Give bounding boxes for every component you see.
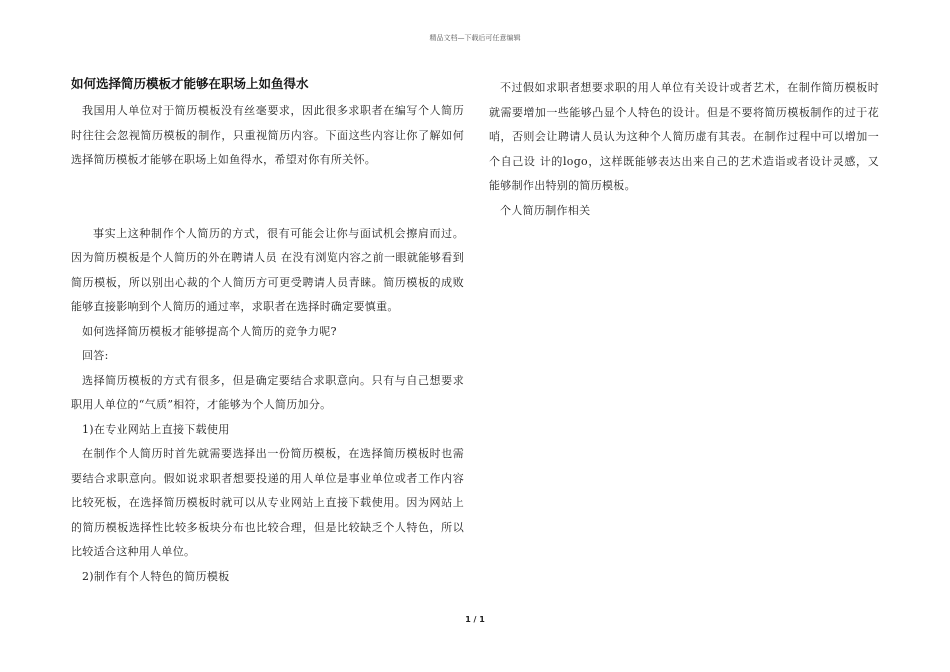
left-column (71, 76, 464, 589)
body-paragraph-1: 事实上这种制作个人简历的方式，很有可能会让你与面试机会擦肩而过。因为简历模板是个人简历的外在聘请人员 在没有浏览内容之前一眼就能够看到简历模板，所以别出心裁的个人简历方可更受聘请人员青睐。简历模板的成败能够直接影响到个人简历的通过率，求职者在选择时确定要慎重。 (71, 226, 464, 313)
article-title: 如何选择简历模板才能够在职场上如鱼得水 (71, 76, 309, 91)
question-line: 如何选择简历模板才能够提高个人简历的竞争力呢? (82, 324, 337, 338)
answer-label: 回答: (82, 349, 109, 362)
body-paragraph-4: 不过假如求职者想要求职的用人单位有关设计或者艺术，在制作简历模板时就需要增加一些能够凸显个人特色的设计。但是不要将简历模板制作的过于花哨，否则会让聘请人员认为这种个人简历虚有其表。在制作过程中可以增加一个自己设 计的logo，这样既能够表达出来自己的艺术造诣或者设计灵感，又能够制作出特别的简历模板。 (489, 81, 879, 192)
section-heading-1: 1)在专业网站上直接下载使用 (82, 422, 230, 436)
body-paragraph-2: 选择简历模板的方式有很多，但是确定要结合求职意向。只有与自己想要求职用人单位的“气质”相符，才能够为个人简历加分。 (71, 373, 464, 411)
section-heading-2: 2)制作有个人特色的简历模板 (82, 569, 230, 583)
page-number: 1 / 1 (465, 615, 485, 624)
page-header: 精品文档—下载后可任意编辑 (429, 34, 521, 42)
related-heading: 个人简历制作相关 (500, 203, 591, 217)
paragraph-gap (71, 173, 464, 222)
right-column (489, 76, 879, 223)
intro-paragraph: 我国用人单位对于简历模板没有丝毫要求，因此很多求职者在编写个人简历时往往会忽视简历模板的制作，只重视简历内容。下面这些内容让你了解如何选择简历模板才能够在职场上如鱼得水，希望对你有所关怀。 (71, 104, 464, 166)
body-paragraph-3: 在制作个人简历时首先就需要选择出一份简历模板，在选择简历模板时也需要结合求职意向。假如说求职者想要投递的用人单位是事业单位或者工作内容比较死板，在选择简历模板时就可以从专业网站上直接下载使用。因为网站上的简历模板选择性比较多板块分布也比较合理，但是比较缺乏个人特色，所以比较适合这种用人单位。 (71, 447, 464, 558)
